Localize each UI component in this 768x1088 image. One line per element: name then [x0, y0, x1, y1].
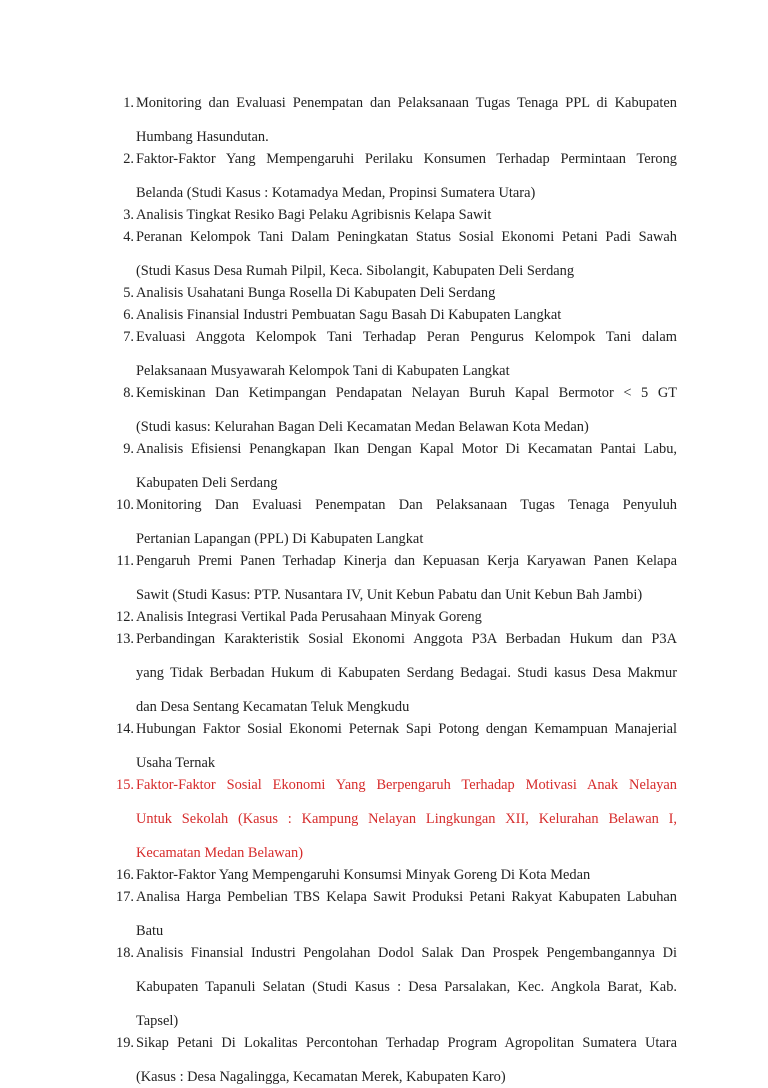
- list-item: [100, 438, 677, 494]
- item-number: 13.: [116, 631, 134, 647]
- item-text: [136, 606, 677, 628]
- list-item: [100, 92, 677, 148]
- item-number: 16.: [116, 867, 134, 883]
- item-line: Hubungan Faktor Sosial Ekonomi Peternak Sapi Potong dengan Kemampuan Manajerial: [136, 721, 677, 737]
- list-item: [100, 382, 677, 438]
- item-line: Monitoring Dan Evaluasi Penempatan Dan Pelaksanaan Tugas Tenaga Penyuluh: [136, 497, 677, 513]
- item-line: Analisis Usahatani Bunga Rosella Di Kabupaten Deli Serdang: [136, 285, 496, 301]
- list-item: [100, 148, 677, 204]
- item-number: 5.: [123, 285, 134, 301]
- item-line: Analisis Efisiensi Penangkapan Ikan Dengan Kapal Motor Di Kecamatan Pantai Labu,: [136, 441, 677, 457]
- item-line: Perbandingan Karakteristik Sosial Ekonomi Anggota P3A Berbadan Hukum dan P3A: [136, 631, 677, 647]
- thesis-title-list: [100, 92, 677, 1088]
- item-number: 3.: [123, 207, 134, 223]
- item-line: Tapsel): [136, 1013, 179, 1029]
- list-item: [100, 886, 677, 942]
- list-item: [100, 282, 677, 304]
- list-item: [100, 942, 677, 1032]
- item-line: Faktor-Faktor Yang Mempengaruhi Perilaku Konsumen Terhadap Permintaan Terong: [136, 151, 677, 167]
- item-line: Kecamatan Medan Belawan): [136, 845, 304, 861]
- item-number: 19.: [116, 1035, 134, 1051]
- list-item: [100, 606, 677, 628]
- item-number: 11.: [116, 553, 134, 569]
- list-item: [100, 864, 677, 886]
- item-number: 9.: [123, 441, 134, 457]
- item-text: [136, 204, 677, 226]
- list-item: [100, 628, 677, 718]
- list-item: [100, 204, 677, 226]
- item-text: [136, 304, 677, 326]
- item-text: [136, 148, 677, 204]
- item-line: Analisis Finansial Industri Pengolahan Dodol Salak Dan Prospek Pengembangannya Di: [136, 945, 677, 961]
- item-number: 10.: [116, 497, 134, 513]
- item-number: 18.: [116, 945, 134, 961]
- item-text: [136, 382, 677, 438]
- item-number: 1.: [123, 95, 134, 111]
- item-line: Batu: [136, 923, 164, 939]
- item-text: [136, 226, 677, 282]
- item-line: (Studi kasus: Kelurahan Bagan Deli Kecamatan Medan Belawan Kota Medan): [136, 419, 589, 435]
- item-text: [136, 326, 677, 382]
- item-line: (Kasus : Desa Nagalingga, Kecamatan Merek, Kabupaten Karo): [136, 1069, 506, 1085]
- item-line: Analisis Finansial Industri Pembuatan Sagu Basah Di Kabupaten Langkat: [136, 307, 562, 323]
- item-number: 2.: [123, 151, 134, 167]
- item-line: Peranan Kelompok Tani Dalam Peningkatan Status Sosial Ekonomi Petani Padi Sawah: [136, 229, 677, 245]
- item-text: [136, 886, 677, 942]
- item-number: 4.: [123, 229, 134, 245]
- item-text: [136, 494, 677, 550]
- item-text: [136, 942, 677, 1032]
- item-number: 14.: [116, 721, 134, 737]
- item-line: Sikap Petani Di Lokalitas Percontohan Terhadap Program Agropolitan Sumatera Utara: [136, 1035, 677, 1051]
- item-text: [136, 438, 677, 494]
- list-item: [100, 550, 677, 606]
- item-line: Kabupaten Tapanuli Selatan (Studi Kasus : Desa Parsalakan, Kec. Angkola Barat, Kab.: [136, 979, 677, 995]
- item-line: Kemiskinan Dan Ketimpangan Pendapatan Nelayan Buruh Kapal Bermotor < 5 GT: [136, 385, 677, 401]
- list-item: [100, 718, 677, 774]
- item-number: 15.: [116, 777, 134, 793]
- list-item: [100, 326, 677, 382]
- item-line: Faktor-Faktor Yang Mempengaruhi Konsumsi Minyak Goreng Di Kota Medan: [136, 867, 591, 883]
- list-item: [100, 226, 677, 282]
- item-text: [136, 864, 677, 886]
- item-text: [136, 1032, 677, 1088]
- item-text: [136, 282, 677, 304]
- item-text: [136, 774, 677, 864]
- list-item: [100, 494, 677, 550]
- item-line: Usaha Ternak: [136, 755, 216, 771]
- item-number: 8.: [123, 385, 134, 401]
- item-line: Analisa Harga Pembelian TBS Kelapa Sawit Produksi Petani Rakyat Kabupaten Labuhan: [136, 889, 677, 905]
- item-text: [136, 628, 677, 718]
- item-line: Analisis Tingkat Resiko Bagi Pelaku Agribisnis Kelapa Sawit: [136, 207, 492, 223]
- item-line: Pertanian Lapangan (PPL) Di Kabupaten Langkat: [136, 531, 424, 547]
- list-item-highlighted: [100, 774, 677, 864]
- item-line: Pelaksanaan Musyawarah Kelompok Tani di Kabupaten Langkat: [136, 363, 510, 379]
- item-line: Faktor-Faktor Sosial Ekonomi Yang Berpengaruh Terhadap Motivasi Anak Nelayan: [136, 777, 677, 793]
- list-item: [100, 304, 677, 326]
- item-number: 7.: [123, 329, 134, 345]
- item-line: Pengaruh Premi Panen Terhadap Kinerja dan Kepuasan Kerja Karyawan Panen Kelapa: [136, 553, 677, 569]
- item-line: Untuk Sekolah (Kasus : Kampung Nelayan Lingkungan XII, Kelurahan Belawan I,: [136, 811, 677, 827]
- item-line: (Studi Kasus Desa Rumah Pilpil, Keca. Sibolangit, Kabupaten Deli Serdang: [136, 263, 575, 279]
- item-number: 6.: [123, 307, 134, 323]
- item-line: Analisis Integrasi Vertikal Pada Perusahaan Minyak Goreng: [136, 609, 482, 625]
- item-line: Monitoring dan Evaluasi Penempatan dan Pelaksanaan Tugas Tenaga PPL di Kabupaten: [136, 95, 677, 111]
- list-item: [100, 1032, 677, 1088]
- item-line: Sawit (Studi Kasus: PTP. Nusantara IV, Unit Kebun Pabatu dan Unit Kebun Bah Jambi): [136, 587, 643, 603]
- item-line: yang Tidak Berbadan Hukum di Kabupaten Serdang Bedagai. Studi kasus Desa Makmur: [136, 665, 677, 681]
- item-line: Belanda (Studi Kasus : Kotamadya Medan, Propinsi Sumatera Utara): [136, 185, 536, 201]
- item-text: [136, 718, 677, 774]
- item-line: dan Desa Sentang Kecamatan Teluk Mengkudu: [136, 699, 410, 715]
- item-number: 17.: [116, 889, 134, 905]
- item-text: [136, 92, 677, 148]
- item-line: Evaluasi Anggota Kelompok Tani Terhadap Peran Pengurus Kelompok Tani dalam: [136, 329, 677, 345]
- item-line: Kabupaten Deli Serdang: [136, 475, 278, 491]
- item-line: Humbang Hasundutan.: [136, 129, 269, 145]
- item-number: 12.: [116, 609, 134, 625]
- item-text: [136, 550, 677, 606]
